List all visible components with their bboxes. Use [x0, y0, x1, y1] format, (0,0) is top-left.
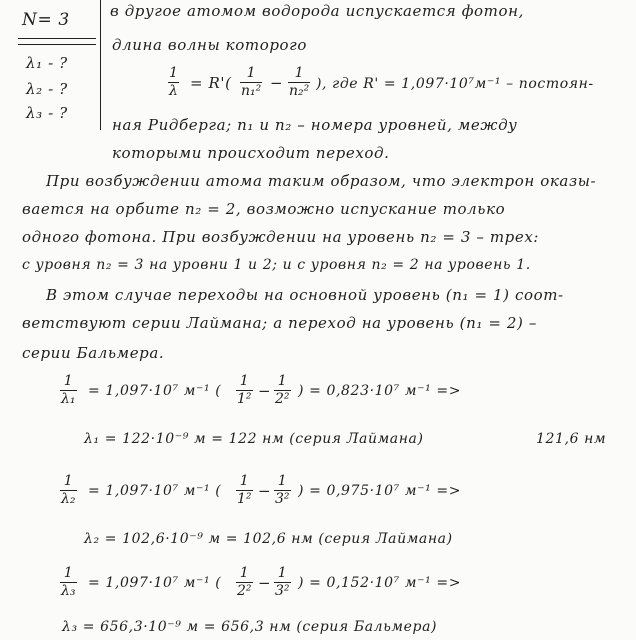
given-divider: [100, 0, 101, 130]
given-top-rule: [18, 38, 96, 39]
calc2-lhs-den: λ₂: [61, 490, 76, 507]
given-lambda3: λ₃ - ?: [26, 104, 68, 122]
calc1-frac-1-den: 1²: [237, 390, 252, 407]
calc2-tail: ) = 0,975·10⁷ м⁻¹ =>: [298, 483, 462, 499]
calc1-lhs: [60, 374, 77, 406]
calc2-frac-2: [274, 474, 291, 506]
res1-main: λ₁ = 122·10⁻⁹ м = 122 нм (серия Лаймана): [84, 431, 424, 447]
calc3-frac-1-den: 2²: [237, 582, 252, 599]
given-n: N= 3: [22, 10, 70, 30]
text-line-5: которыми происходит переход.: [112, 144, 390, 162]
text-line-11: ветствуют серии Лаймана; а переход на уровень (n₁ = 2) –: [22, 314, 537, 332]
calc1-lhs-num: 1: [63, 373, 73, 389]
res3-main: λ₃ = 656,3·10⁻⁹ м = 656,3 нм (серия Бальмера): [62, 619, 438, 635]
calc1-frac-1: [236, 374, 253, 406]
calc3-minus: −: [258, 574, 272, 592]
calc2-lhs-num: 1: [63, 473, 73, 489]
res2-main: λ₂ = 102,6·10⁻⁹ м = 102,6 нм (серия Лаймана): [84, 531, 453, 547]
text-line-7: вается на орбите n₂ = 2, возможно испускание только: [22, 200, 506, 218]
calc3-lhs-den: λ₃: [61, 582, 76, 599]
text-line-8: одного фотона. При возбуждении на уровень n₂ = 3 – трех:: [22, 228, 540, 246]
calc2-frac-1: [236, 474, 253, 506]
formula-lhs-den: λ: [169, 82, 178, 99]
formula-frac-2-den: n₂²: [289, 82, 310, 99]
calc3-lhs-num: 1: [63, 565, 73, 581]
calc3-frac-2-den: 3²: [275, 582, 290, 599]
calc3-tail: ) = 0,152·10⁷ м⁻¹ =>: [298, 575, 462, 591]
text-line-6: При возбуждении атома таким образом, что электрон оказы-: [46, 172, 597, 190]
text-line-4: ная Ридберга; n₁ и n₂ – номера уровней, между: [112, 116, 518, 134]
given-lambda1: λ₁ - ?: [26, 54, 68, 72]
calc3-lhs: [60, 566, 77, 598]
formula-frac-2: [288, 66, 310, 98]
formula-frac-2-num: 1: [294, 65, 304, 81]
calc3-frac-2: [274, 566, 291, 598]
text-line-12: серии Бальмера.: [22, 344, 165, 362]
text-line-1: в другое атомом водорода испускается фотон,: [110, 2, 524, 20]
calc2-minus: −: [258, 482, 272, 500]
formula-lhs-num: 1: [169, 65, 178, 81]
calc1-frac-2-num: 1: [277, 373, 287, 389]
calc2-mid: = 1,097·10⁷ м⁻¹ (: [88, 483, 222, 499]
calc3-mid: = 1,097·10⁷ м⁻¹ (: [88, 575, 222, 591]
given-top-rule-2: [18, 44, 96, 45]
calc2-frac-1-num: 1: [239, 473, 249, 489]
calc2-frac-1-den: 1²: [237, 490, 252, 507]
formula-frac-1-den: n₁²: [241, 82, 262, 99]
formula-frac-1: [240, 66, 262, 98]
formula-mid: = R'(: [190, 74, 232, 92]
formula-tail: ), где R' = 1,097·10⁷м⁻¹ – постоян-: [316, 76, 594, 92]
text-line-2: длина волны которого: [112, 36, 307, 54]
calc1-lhs-den: λ₁: [61, 390, 76, 407]
calc2-frac-2-num: 1: [277, 473, 287, 489]
calc1-mid: = 1,097·10⁷ м⁻¹ (: [88, 383, 222, 399]
given-lambda2: λ₂ - ?: [26, 80, 68, 98]
text-line-10: В этом случае переходы на основной уровень (n₁ = 1) соот-: [46, 286, 564, 304]
calc3-frac-1-num: 1: [239, 565, 249, 581]
calc3-frac-1: [236, 566, 253, 598]
calc1-minus: −: [258, 382, 272, 400]
formula-lhs: [168, 66, 179, 98]
formula-minus: −: [270, 74, 284, 92]
calc2-lhs: [60, 474, 77, 506]
text-line-9: с уровня n₂ = 3 на уровни 1 и 2; и с уровня n₂ = 2 на уровень 1.: [22, 257, 531, 273]
calc1-frac-1-num: 1: [239, 373, 249, 389]
calc2-frac-2-den: 3²: [275, 490, 290, 507]
calc3-frac-2-num: 1: [277, 565, 287, 581]
calc1-tail: ) = 0,823·10⁷ м⁻¹ =>: [298, 383, 462, 399]
formula-frac-1-num: 1: [246, 65, 256, 81]
calc1-frac-2: [274, 374, 291, 406]
calc1-frac-2-den: 2²: [275, 390, 290, 407]
res1-note: 121,6 нм: [536, 431, 607, 447]
